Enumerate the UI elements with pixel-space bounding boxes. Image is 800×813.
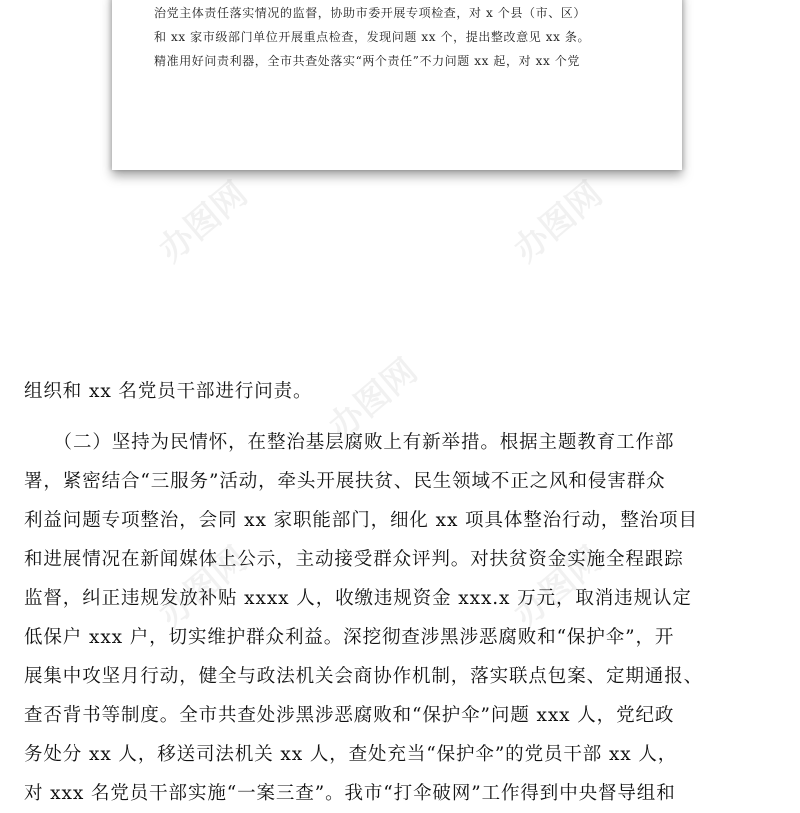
body-text-line: （二）坚持为民情怀，在整治基层腐败上有新举措。根据主题教育工作部 (24, 432, 675, 453)
watermark-logo: 办图网 (506, 539, 611, 636)
card-text-line: 精准用好问责利器，全市共查处落实“两个责任”不力问题 xx 起，对 xx 个党 (154, 54, 580, 68)
body-text-line: 展集中攻坚月行动，健全与政法机关会商协作机制，落实联点包案、定期通报、 (24, 666, 704, 687)
watermark-logo: 办图网 (506, 174, 611, 271)
watermark-logo: 办图网 (151, 174, 256, 271)
card-text-block (154, 1, 644, 73)
body-text-line: 对 xxx 名党员干部实施“一案三查”。我市“打伞破网”工作得到中央督导组和 (24, 783, 676, 804)
body-text-line: 署，紧密结合“三服务”活动，牵头开展扶贫、民生领域不正之风和侵害群众 (24, 471, 666, 492)
body-text-line: 利益问题专项整治，会同 xx 家职能部门，细化 xx 项具体整治行动，整治项目 (24, 510, 698, 531)
paragraph (24, 423, 776, 813)
watermark-logo: 办图网 (151, 539, 256, 636)
previous-page-card (112, 0, 682, 170)
body-text-line: 和进展情况在新闻媒体上公示，主动接受群众评判。对扶贫资金实施全程跟踪 (24, 549, 684, 570)
card-text-line: 和 xx 家市级部门单位开展重点检查，发现问题 xx 个，提出整改意见 xx 条。 (154, 30, 591, 44)
body-text-line: 低保户 xxx 户，切实维护群众利益。深挖彻查涉黑涉恶腐败和“保护伞”，开 (24, 627, 675, 648)
body-text-line: 监督，纠正违规发放补贴 xxxx 人，收缴违规资金 xxx.x 万元，取消违规认定 (24, 588, 692, 609)
card-text-line: 治党主体责任落实情况的监督，协助市委开展专项检查，对 x 个县（市、区） (154, 6, 586, 20)
body-text-line: 务处分 xx 人，移送司法机关 xx 人，查处充当“保护伞”的党员干部 xx 人， (24, 744, 678, 765)
body-text-line: 查否背书等制度。全市共查处涉黑涉恶腐败和“保护伞”问题 xxx 人，党纪政 (24, 705, 675, 726)
paragraph-gap (24, 411, 776, 423)
body-text-line: 组织和 xx 名党员干部进行问责。 (24, 381, 313, 402)
watermark-logo: 办图网 (321, 351, 426, 448)
document-body (24, 372, 776, 813)
